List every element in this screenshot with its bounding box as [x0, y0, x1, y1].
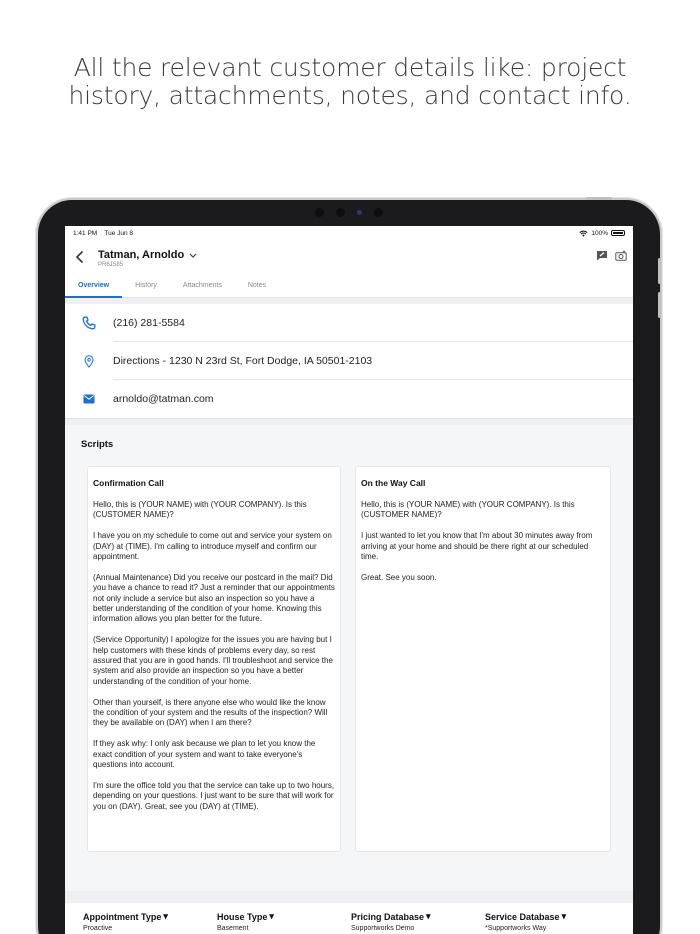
tab-notes[interactable]: Notes — [247, 282, 267, 289]
wifi-icon — [579, 230, 588, 237]
script-paragraph: If they ask why: I only ask because we plan to let you know the exact condition of your system and want to take everyone's questions into account. — [93, 739, 316, 770]
detail-label: Appointment Type — [83, 911, 162, 922]
contact-email-row[interactable] — [65, 380, 633, 418]
tab-attachments[interactable]: Attachments — [182, 282, 222, 289]
detail-service-database[interactable] — [485, 911, 619, 932]
detail-label: Pricing Database — [351, 911, 425, 922]
detail-label: House Type — [217, 911, 268, 922]
sensor-dot — [315, 208, 324, 217]
customer-name-dropdown[interactable] — [98, 249, 197, 261]
tab-overview[interactable]: Overview — [65, 278, 122, 298]
caret-down-icon: ▾ — [163, 911, 168, 921]
status-right — [579, 230, 625, 237]
script-paragraph: I'm sure the office told you that the service can take up to two hours, depending on your questions. I just want to be sure that will work for you on (DAY). Great, see you (DAY) at (TIME). — [93, 780, 335, 811]
script-card-title: Confirmation Call — [93, 478, 164, 488]
record-header — [65, 240, 633, 278]
detail-appointment-type[interactable] — [83, 911, 217, 932]
script-paragraph: I have you on my schedule to come out and service your system on (DAY) at (TIME). I'm calling to introduce myself and confirm our appointment. — [93, 531, 332, 562]
camera-bar — [302, 207, 396, 217]
caret-down-icon: ▾ — [426, 911, 431, 921]
battery-percent: 100% — [591, 229, 608, 237]
status-time: 1:41 PM — [73, 229, 98, 237]
mail-icon — [83, 394, 95, 404]
detail-house-type[interactable] — [217, 911, 351, 932]
customer-name: Tatman, Arnoldo — [98, 249, 185, 261]
add-note-icon[interactable] — [596, 250, 608, 261]
header-actions — [596, 250, 627, 261]
script-paragraph: Other than yourself, is there anyone else who would like the know the condition of your system and the results of the inspection? Will they be available on (DAY) when I am there? — [93, 697, 328, 728]
top-button — [586, 197, 612, 200]
record-tabs — [65, 278, 633, 298]
detail-value: Proactive — [83, 925, 113, 932]
appointment-details — [65, 903, 633, 932]
script-card-on-the-way — [355, 466, 611, 852]
contact-phone-row[interactable] — [65, 304, 633, 342]
phone-number: (216) 281-5584 — [113, 317, 185, 329]
status-date: Tue Jun 8 — [104, 229, 134, 237]
script-paragraph: (Service Opportunity) I apologize for the issues you are having but I help customers with these kinds of problems every day, so rest assured that you are in good hands. I'll troubleshoot and service the system and also provide an inspection so you have a better understanding of the condition of your home. — [93, 635, 333, 686]
phone-icon — [82, 316, 96, 330]
sensor-dot — [374, 208, 383, 217]
app-screen — [65, 226, 633, 934]
script-paragraph: Hello, this is (YOUR NAME) with (YOUR COMPANY). Is this (CUSTOMER NAME)? — [93, 500, 307, 520]
volume-down-button — [658, 292, 661, 318]
detail-pricing-database[interactable] — [351, 911, 485, 932]
headline-line-1: All the relevant customer details like: project — [73, 53, 627, 82]
volume-up-button — [658, 258, 661, 284]
project-id: PR61585 — [98, 262, 124, 268]
detail-value: Supportworks Demo — [351, 925, 415, 932]
detail-value: *Supportworks Way — [485, 925, 547, 932]
headline-line-2: history, attachments, notes, and contact info. — [68, 81, 632, 110]
section-gap — [65, 418, 633, 425]
scripts-section — [65, 425, 633, 891]
sensor-dot — [336, 208, 345, 217]
contact-directions-row[interactable] — [65, 342, 633, 380]
back-chevron-icon[interactable] — [75, 250, 84, 267]
script-card-confirmation — [87, 466, 341, 852]
chevron-down-icon — [189, 253, 197, 258]
script-cards — [81, 466, 617, 852]
caret-down-icon: ▾ — [269, 911, 274, 921]
directions-address: Directions - 1230 N 23rd St, Fort Dodge, IA 50501-2103 — [113, 355, 373, 367]
battery-icon — [611, 230, 625, 236]
status-bar — [65, 226, 633, 240]
status-time-date — [73, 230, 133, 237]
headline — [0, 54, 700, 110]
script-paragraph: I just wanted to let you know that I'm about 30 minutes away from arriving at your home and should be there right at our scheduled time. — [361, 531, 593, 562]
front-camera-icon — [357, 210, 362, 215]
scripts-title: Scripts — [81, 439, 114, 450]
caret-down-icon: ▾ — [561, 911, 567, 921]
detail-label: Service Database — [485, 911, 560, 922]
camera-icon[interactable] — [615, 250, 627, 261]
email-address: arnoldo@tatman.com — [113, 393, 214, 405]
script-paragraph: (Annual Maintenance) Did you receive our postcard in the mail? Did you have a chance to read it? Just a reminder that our appointments not only include a service but also an inspection so you have a better understanding of the condition of your home. Knowing this information allows you plan better for the future. — [93, 572, 335, 624]
location-pin-icon — [84, 355, 94, 368]
section-gap — [65, 891, 633, 903]
script-paragraph: Hello, this is (YOUR NAME) with (YOUR COMPANY). Is this (CUSTOMER NAME)? — [361, 500, 575, 520]
tab-history[interactable]: History — [135, 282, 157, 289]
detail-value: Basement — [217, 925, 249, 932]
script-card-title: On the Way Call — [361, 478, 426, 488]
script-paragraph: Great. See you soon. — [361, 572, 437, 582]
